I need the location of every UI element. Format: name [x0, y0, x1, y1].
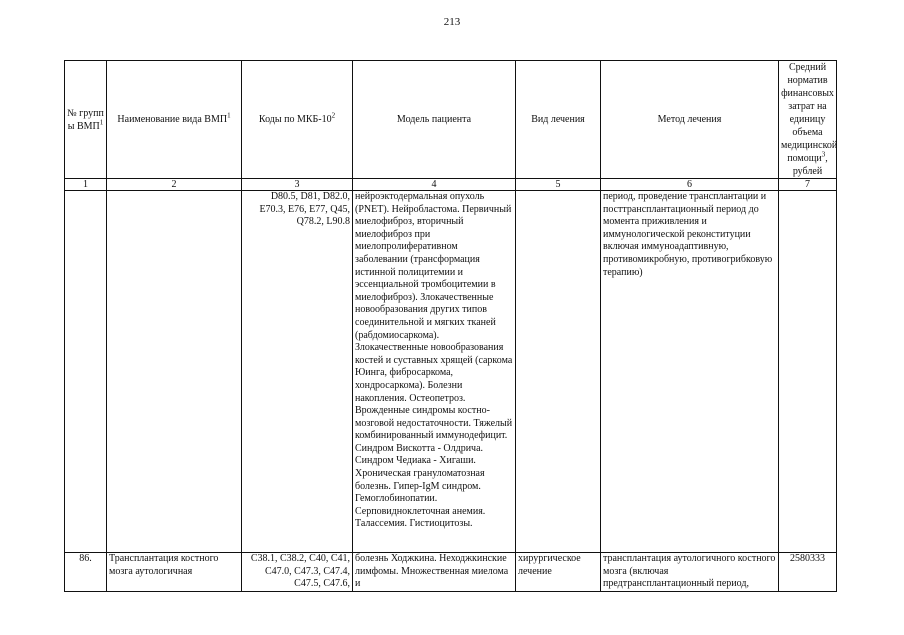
treatment-method-cell: трансплантация аутологичного костного мозга (включая предтрансплантационный период,	[601, 553, 779, 592]
cost-cell	[779, 191, 837, 553]
patient-model-cell: нейроэктодермальная опухоль (PNET). Нейробластома. Первичный миелофиброз, вторичный миелофиброз при миелопролиферативном заболевании (трансформация истинной полицитемии и эссенциальной тромбоцитемии в миелофиброз). Злокачественные новообразования других типов соединительной и мягких тканей (рабдомиосаркома). Злокачественные новообразования костей и суставных хрящей (саркома Юинга, фибросаркома, хондросаркома). Болезни накопления. Остеопетроз. Врожденные синдромы костно-мозговой недостаточности. Тяжелый комбинированный иммунодефицит. Синдром Вискотта - Олдрича. Синдром Чедиака - Хигаши. Хроническая грануломатозная болезнь. Гипер-IgM синдром. Гемоглобинопатии. Серповидноклеточная анемия. Талассемия. Гистиоцитозы.	[353, 191, 516, 553]
column-number: 5	[516, 179, 601, 191]
column-number: 4	[353, 179, 516, 191]
header-group-number: № групп ы ВМП$^1$	[65, 61, 107, 179]
header-treatment-method: Метод лечения	[601, 61, 779, 179]
header-treatment-type: Вид лечения	[516, 61, 601, 179]
header-patient-model: Модель пациента	[353, 61, 516, 179]
column-number: 1	[65, 179, 107, 191]
table-row	[65, 553, 837, 592]
vmp-table	[64, 60, 837, 592]
header-icd-codes: Коды по МКБ-$10^2$	[242, 61, 353, 179]
vmp-name-cell	[107, 191, 242, 553]
patient-model-cell: болезнь Ходжкина. Неходжкинские лимфомы. Множественная миелома и	[353, 553, 516, 592]
vmp-name-cell: Трансплантация костного мозга аутологичная	[107, 553, 242, 592]
treatment-type-cell	[516, 191, 601, 553]
column-number: 7	[779, 179, 837, 191]
group-number-cell	[65, 191, 107, 553]
icd-codes-cell: C38.1, C38.2, C40, C41, C47.0, C47.3, C47.4, C47.5, C47.6,	[242, 553, 353, 592]
cost-cell: 2580333	[779, 553, 837, 592]
column-number: 6	[601, 179, 779, 191]
header-vmp-name: Наименование вида ВМП$^1$	[107, 61, 242, 179]
group-number-cell: 86.	[65, 553, 107, 592]
treatment-type-cell: хирургическое лечение	[516, 553, 601, 592]
column-number: 3	[242, 179, 353, 191]
treatment-method-cell: период, проведение трансплантации и посттрансплантационный период до момента приживления и иммунологической реконституции включая иммуноадаптивную, противомикробную, противогрибковую терапию)	[601, 191, 779, 553]
header-cost-standard: Средний норматив финансовых затрат на единицу объема медицинской помощи$^3$, рублей	[779, 61, 837, 179]
column-number-row	[65, 179, 837, 191]
table-row	[65, 191, 837, 553]
icd-codes-cell: D80.5, D81, D82.0, E70.3, E76, E77, Q45, Q78.2, L90.8	[242, 191, 353, 553]
column-number: 2	[107, 179, 242, 191]
header-row	[65, 61, 837, 179]
page-number: 213	[443, 16, 461, 28]
